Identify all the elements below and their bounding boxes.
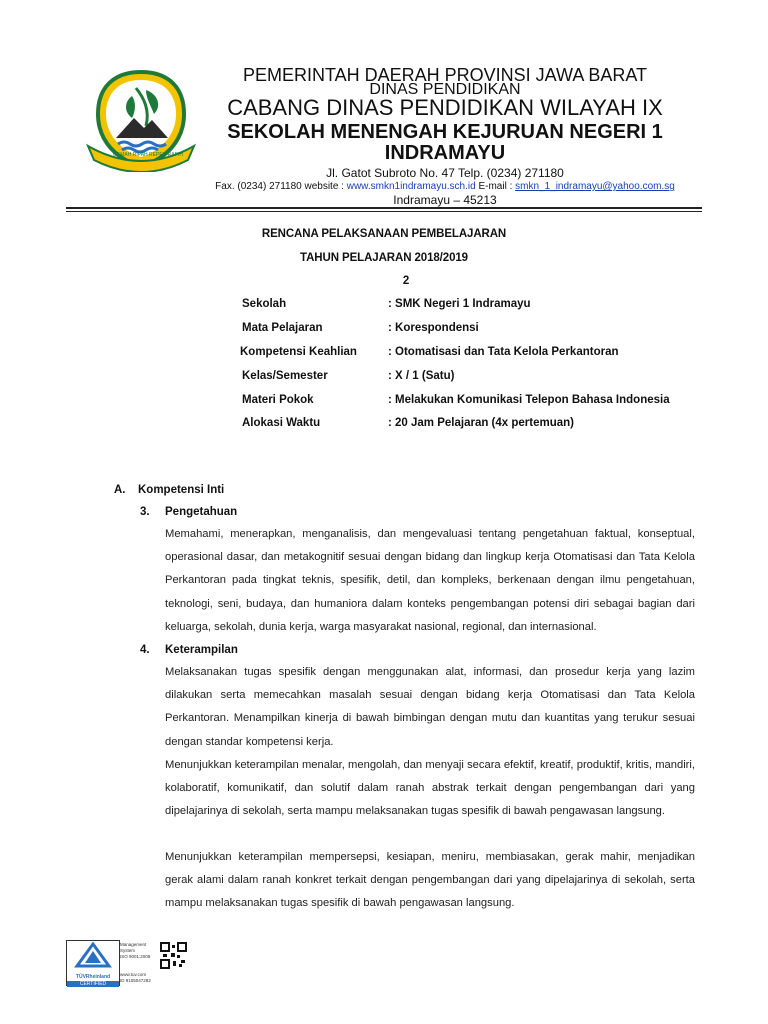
email-link[interactable]: smkn_1_indramayu@yahoo.com.sg [515, 181, 675, 192]
info-label: Mata Pelajaran [242, 322, 323, 334]
header-line-city-name: INDRAMAYU [384, 142, 506, 164]
info-label: Sekolah [242, 298, 287, 310]
tuv-brand-text: TÜVRheinland [75, 974, 111, 980]
item-3-title: Pengetahuan [165, 506, 238, 518]
info-value: : Melakukan Komunikasi Telepon Bahasa Indonesia [388, 394, 670, 406]
info-value: : 20 Jam Pelajaran (4x pertemuan) [388, 417, 574, 429]
info-value: : SMK Negeri 1 Indramayu [388, 298, 531, 310]
document-number: 2 [402, 275, 410, 287]
header-line-school: SEKOLAH MENENGAH KEJURUAN NEGERI 1 [227, 121, 663, 143]
cert-line: Management [120, 942, 147, 947]
keterampilan-paragraph-1: Melaksanakan tugas spesifik dengan menggunakan alat, informasi, dan prosedur kerja yang lazim dilakukan serta memecahkan masalah sesuai dengan bidang kerja Otomatisasi dan Tata Kelola Perkantoran. Menampilkan kinerja di bawah bimbingan dengan mutu dan kuantitas yang terukur sesuai dengan standar kompetensi kerja. [165, 666, 695, 748]
header-address: Jl. Gatot Subroto No. 47 Telp. (0234) 271180 [326, 166, 564, 180]
document-title: RENCANA PELAKSANAAN PEMBELAJARAN [261, 228, 507, 240]
tuv-triangle-icon [67, 941, 119, 969]
keterampilan-paragraph-2: Menunjukkan keterampilan menalar, mengolah, dan menyaji secara efektif, kreatif, produktif, kritis, mandiri, kolaboratif, komunikatif, dan solutif dalam ranah abstrak terkait dengan pengembangan dari yang dipelajarinya di sekolah, serta mampu melaksanakan tugas spesifik di bawah pengawasan langsung. [165, 759, 695, 818]
cert-management-text [120, 942, 162, 984]
website-link[interactable]: www.smkn1indramayu.sch.id [346, 181, 476, 192]
email-label: E-mail : [475, 181, 516, 192]
info-label: Kelas/Semester [242, 370, 328, 382]
item-4-number: 4. [140, 644, 150, 656]
item-3-number: 3. [140, 506, 150, 518]
cert-id: ID 9105047282 [120, 978, 151, 983]
cert-line: System [120, 948, 136, 953]
logo-ribbon-text: GEMAH RIPAH REPEH RAPIH [113, 152, 183, 158]
info-label: Kompetensi Keahlian [240, 346, 357, 358]
tuv-certification-badge [66, 940, 120, 986]
info-label: Alokasi Waktu [242, 417, 321, 429]
item-4-title: Keterampilan [165, 644, 238, 656]
header-line-dinas: DINAS PENDIDIKAN [369, 81, 521, 98]
header-line-cabang: CABANG DINAS PENDIDIKAN WILAYAH IX [227, 95, 663, 120]
header-divider-thin [66, 211, 702, 212]
info-value: : X / 1 (Satu) [388, 370, 455, 382]
info-value: : Otomatisasi dan Tata Kelola Perkantoran [388, 346, 619, 358]
header-divider [66, 207, 702, 209]
tuv-certified-text: CERTIFIED [67, 981, 119, 987]
cert-line: ISO 9001:2008 [120, 954, 151, 959]
header-contact-line [190, 181, 700, 192]
header-city-postcode: Indramayu – 45213 [393, 193, 497, 207]
fax-website-label: Fax. (0234) 271180 website : [215, 181, 347, 192]
header-line-province: PEMERINTAH DAERAH PROVINSI JAWA BARAT [242, 65, 648, 85]
keterampilan-paragraph-3: Menunjukkan keterampilan mempersepsi, kesiapan, meniru, membiasakan, gerak mahir, menjadikan gerak alami dalam ranah konkret terkait dengan pengembangan dari yang dipelajarinya di sekolah, serta mampu melaksanakan tugas spesifik di bawah pengawasan langsung. [165, 851, 695, 910]
document-year: TAHUN PELAJARAN 2018/2019 [300, 252, 468, 264]
cert-url: www.tuv.com [120, 972, 147, 977]
section-a-title: Kompetensi Inti [138, 484, 225, 496]
qr-code-icon [160, 942, 187, 969]
qr-code [160, 942, 187, 969]
pengetahuan-paragraph: Memahami, menerapkan, menganalisis, dan mengevaluasi tentang pengetahuan faktual, konseptual, operasional dasar, dan metakognitif sesuai dengan bidang dan lingkup kerja Otomatisasi dan Tata Kelola Perkantoran pada tingkat teknis, spesifik, detil, dan kompleks, berkenaan dengan ilmu pengetahuan, teknologi, seni, budaya, dan humaniora dalam konteks pengembangan potensi diri sebagai bagian dari keluarga, sekolah, dunia kerja, warga masyarakat nasional, regional, dan internasional. [165, 528, 695, 633]
section-a-letter: A. [114, 484, 126, 496]
info-value: : Korespondensi [388, 322, 479, 334]
info-label: Materi Pokok [242, 394, 314, 406]
